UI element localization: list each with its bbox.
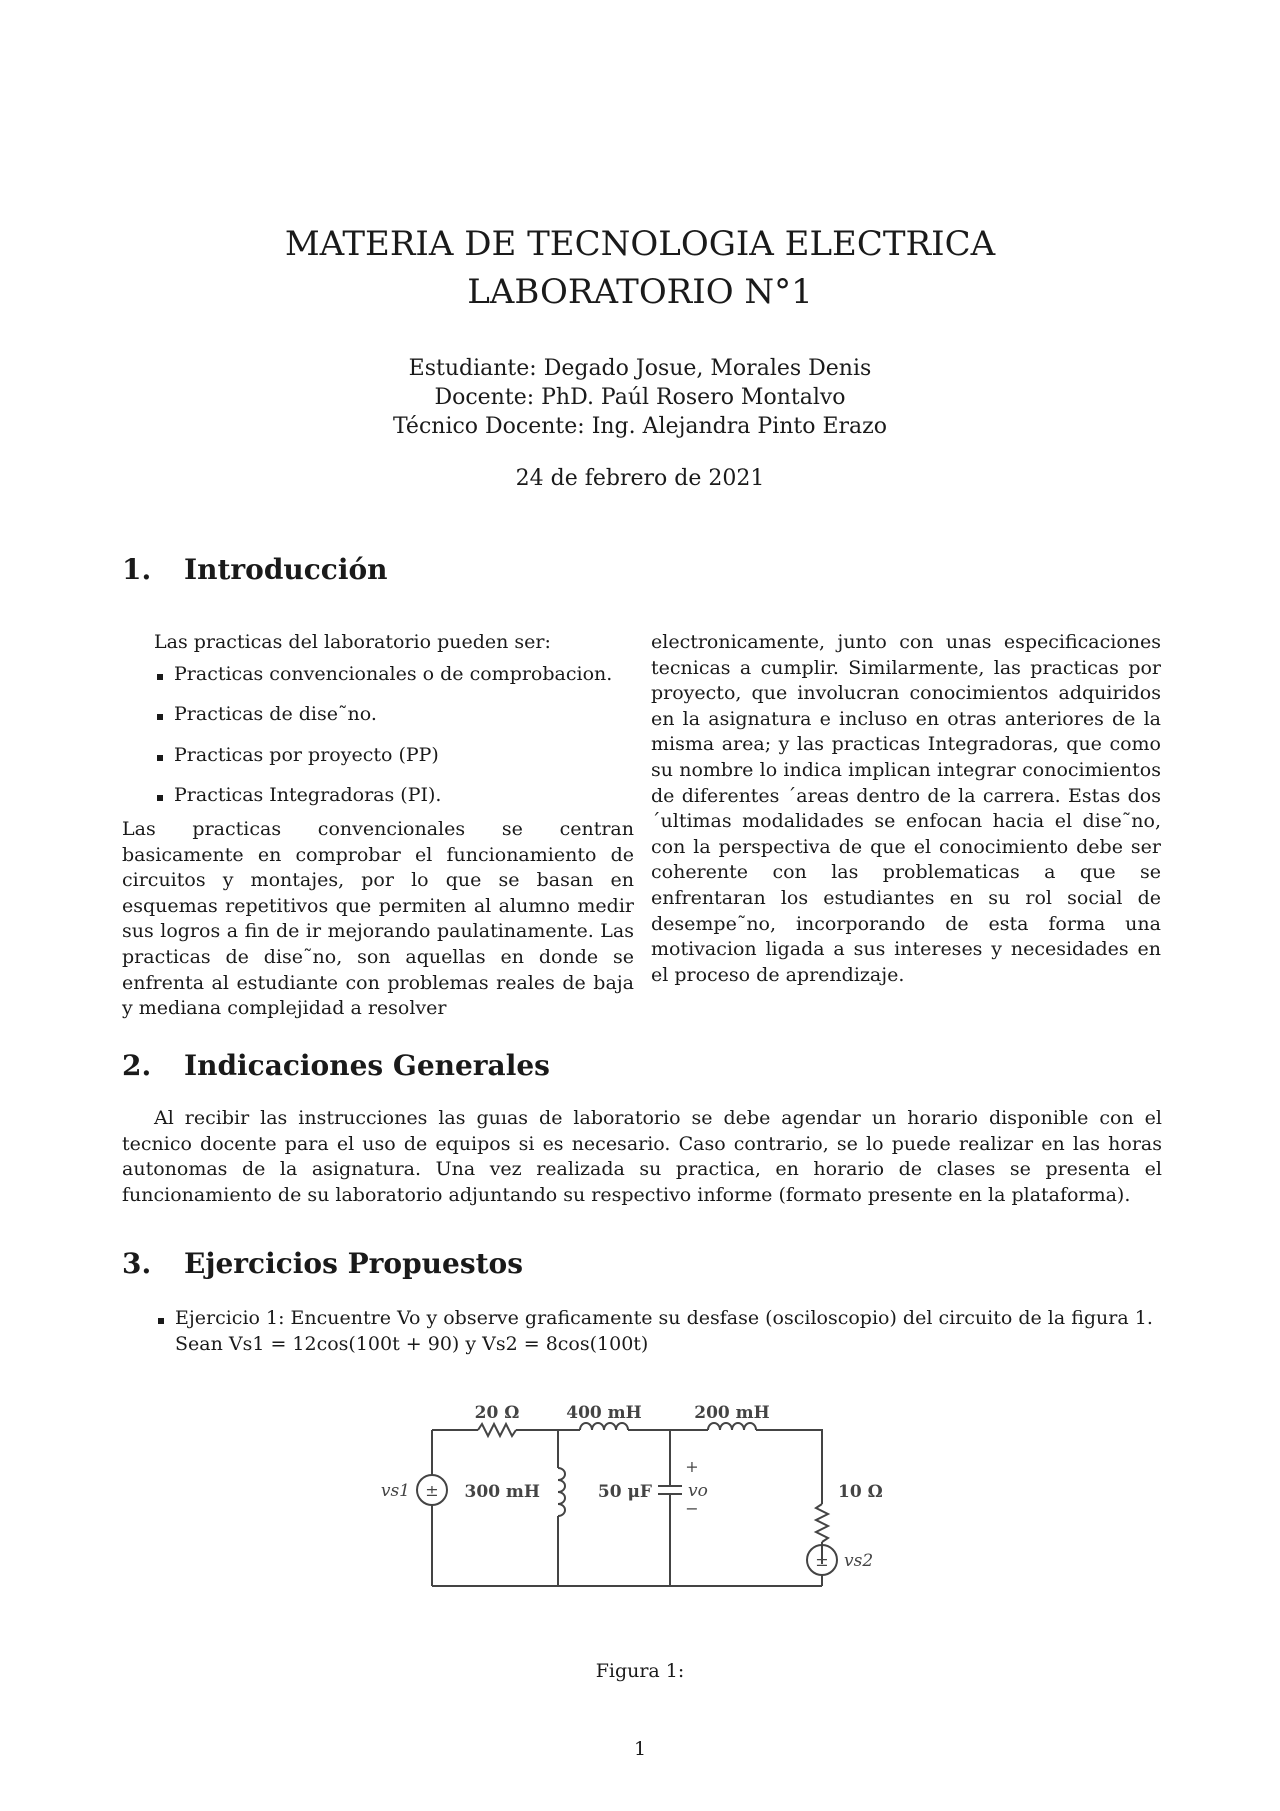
list-item: Practicas por proyecto (PP) <box>152 743 634 769</box>
section-2-title: Indicaciones Generales <box>184 1049 550 1082</box>
section-3-number: 3. <box>122 1247 152 1280</box>
date-line: 24 de febrero de 2021 <box>515 466 765 491</box>
c1-capacitor <box>658 1486 682 1494</box>
r1-label: 20 Ω <box>474 1403 520 1423</box>
r1-resistor <box>478 1424 516 1436</box>
students-line: Estudiante: Degado Josue, Morales Denis <box>408 356 872 381</box>
list-item: Practicas de dise˜no. <box>152 702 634 728</box>
list-item: Practicas Integradoras (PI). <box>152 783 634 809</box>
section-3-heading <box>122 1246 523 1282</box>
section-3-title: Ejercicios Propuestos <box>184 1247 523 1280</box>
teacher-line: Docente: PhD. Paúl Rosero Montalvo <box>434 385 846 410</box>
r2-label: 10 Ω <box>838 1482 883 1502</box>
intro-left-paragraph: Las practicas convencionales se centran basicamente en comprobar el funcionamiento de circuitos y montajes, por lo que se basan en esquemas repetitivos que permiten al alumno medir sus logros a fin de ir mejorando paulatinamente. Las practicas de dise˜no, son aquellas en donde se enfrenta al estudiante con problemas reales de baja y mediana complejidad a resolver <box>122 817 634 1020</box>
exercise-list <box>153 1306 1163 1357</box>
l3-label: 300 mH <box>464 1482 540 1502</box>
technician-line: Técnico Docente: Ing. Alejandra Pinto Erazo <box>392 414 888 439</box>
figure-caption: Figura 1: <box>595 1660 685 1682</box>
section-2-heading <box>122 1048 550 1084</box>
vs1-label: vs1 <box>380 1481 410 1501</box>
c1-label: 50 μF <box>597 1482 652 1502</box>
title-line-1: MATERIA DE TECNOLOGIA ELECTRICA <box>284 224 996 264</box>
l2-inductor <box>708 1423 756 1430</box>
list-item: Ejercicio 1: Encuentre Vo y observe graficamente su desfase (osciloscopio) del circuito de la figura 1. Sean Vs1 = 12cos(100t + 90) y Vs2 = 8cos(100t) <box>153 1306 1163 1357</box>
intro-right-column <box>651 630 1161 988</box>
intro-lead: Las practicas del laboratorio pueden ser: <box>154 631 551 653</box>
l1-inductor <box>580 1423 628 1430</box>
vs2-sign: ± <box>815 1551 829 1570</box>
wire-top-right <box>756 1430 822 1504</box>
vo-minus: − <box>685 1499 699 1518</box>
vo-plus: + <box>685 1457 699 1476</box>
list-item: Practicas convencionales o de comprobacion. <box>152 662 634 688</box>
section-1-heading <box>122 552 388 588</box>
intro-left-column <box>122 630 634 1022</box>
intro-bullet-list <box>122 662 634 809</box>
section-2-number: 2. <box>122 1049 152 1082</box>
circuit-diagram <box>370 1392 883 1624</box>
title-line-2: LABORATORIO N°1 <box>467 272 813 312</box>
vs2-label: vs2 <box>844 1551 874 1571</box>
l3-inductor <box>558 1468 565 1516</box>
section-1-number: 1. <box>122 553 152 586</box>
vs1-sign: ± <box>425 1481 439 1500</box>
vo-label: vo <box>688 1481 708 1501</box>
section-1-title: Introducción <box>184 553 388 586</box>
page-number: 1 <box>633 1738 647 1760</box>
l2-label: 200 mH <box>694 1403 770 1423</box>
intro-right-paragraph: electronicamente, junto con unas especificaciones tecnicas a cumplir. Similarmente, las practicas por proyecto, que involucran conocimientos adquiridos en la asignatura e incluso en otras anteriores de la misma area; y las practicas Integradoras, que como su nombre lo indica implican integrar conocimientos de diferentes ´areas dentro de la carrera. Estas dos ´ultimas modalidades se enfocan hacia el dise˜no, con la perspectiva de que el conocimiento debe ser coherente con las problematicas a que se enfrentaran los estudiantes en su rol social de desempe˜no, incorporando de esta forma una motivacion ligada a sus intereses y necesidades en el proceso de aprendizaje. <box>651 631 1161 986</box>
general-indications-paragraph: Al recibir las instrucciones las guıas de laboratorio se debe agendar un horario disponible con el tecnico docente para el uso de equipos si es necesario. Caso contrario, se lo puede realizar en las horas autonomas de la asignatura. Una vez realizada su practica, en horario de clases se presenta el funcionamiento de su laboratorio adjuntando su respectivo informe (formato presente en la plataforma). <box>122 1107 1162 1206</box>
r2-resistor <box>816 1504 828 1542</box>
l1-label: 400 mH <box>566 1403 642 1423</box>
